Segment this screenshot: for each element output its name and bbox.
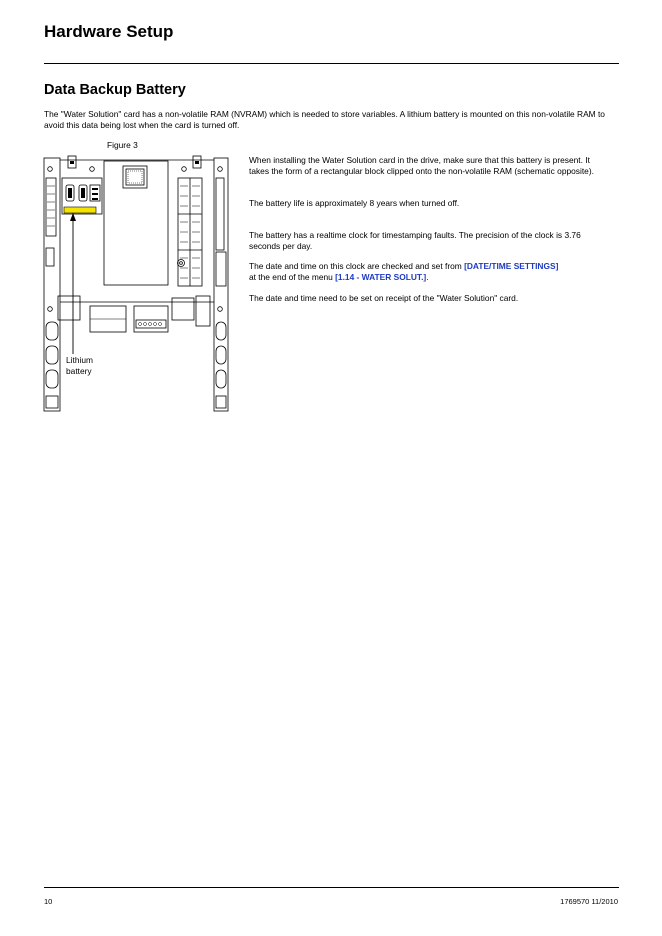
realtime-clock-paragraph: The battery has a realtime clock for timestamping faults. The precision of the clock is 3.76 seconds per day. bbox=[249, 230, 581, 251]
page-title: Hardware Setup bbox=[44, 22, 174, 41]
lithium-battery bbox=[64, 207, 96, 213]
document-reference: 1769570 11/2010 bbox=[560, 897, 618, 906]
p4-text-end: . bbox=[426, 271, 429, 282]
battery-life-paragraph: The battery life is approximately 8 years when turned off. bbox=[249, 198, 460, 208]
date-time-settings-paragraph bbox=[249, 261, 601, 282]
figure-caption: Figure 3 bbox=[107, 140, 138, 150]
header-rule bbox=[44, 63, 619, 64]
intro-paragraph: The "Water Solution" card has a non-volatile RAM (NVRAM) which is needed to store variables. A lithium battery is mounted on this non-volatile RAM to avoid this data being lost when the card is turned off. bbox=[44, 109, 605, 130]
p4-text-middle: at the end of the menu bbox=[249, 271, 336, 282]
date-time-settings-link[interactable]: [DATE/TIME SETTINGS] bbox=[464, 261, 559, 271]
receipt-paragraph: The date and time need to be set on receipt of the "Water Solution" card. bbox=[249, 293, 519, 303]
footer-rule bbox=[44, 887, 619, 888]
page-number: 10 bbox=[44, 897, 53, 906]
card-schematic-figure bbox=[42, 152, 232, 414]
water-solut-menu-link[interactable]: [1.14 - WATER SOLUT.] bbox=[335, 271, 427, 282]
battery-label-line1: Lithium bbox=[66, 355, 93, 365]
p4-text-start: The date and time on this clock are checked and set from bbox=[249, 261, 465, 271]
install-paragraph: When installing the Water Solution card in the drive, make sure that this battery is present. It takes the form of a rectangular block clipped onto the non-volatile RAM (schematic opposite). bbox=[249, 155, 594, 176]
section-title: Data Backup Battery bbox=[44, 82, 186, 98]
battery-label-line2: battery bbox=[66, 366, 92, 376]
